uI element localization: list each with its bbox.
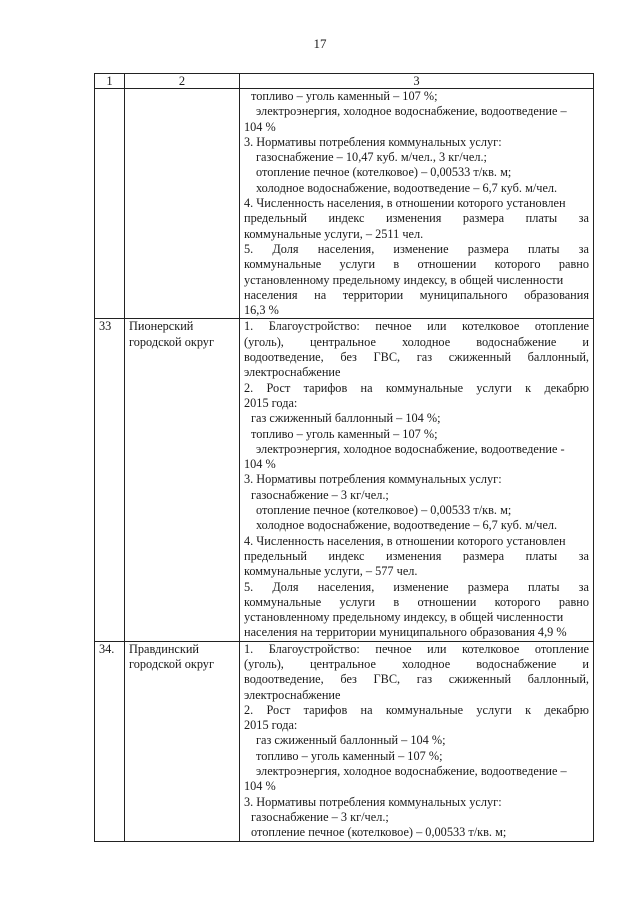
table-row-continuation xyxy=(95,89,594,319)
text-line: топливо – уголь каменный – 107 %; xyxy=(251,426,438,441)
text-line: электроэнергия, холодное водоснабжение, водоотведение – xyxy=(256,104,567,119)
text-line: 2015 года: xyxy=(244,718,298,733)
text-line: населения на территории муниципального образования xyxy=(244,287,589,302)
text-line: коммунальные услуги, – 577 чел. xyxy=(244,564,418,579)
row-number: 33 xyxy=(95,319,125,641)
text-line: 104 % xyxy=(244,457,276,472)
tariff-table xyxy=(94,73,594,842)
text-line: отопление печное (котелковое) – 0,00533 т/кв. м; xyxy=(256,503,512,518)
text-line: топливо – уголь каменный – 107 %; xyxy=(251,89,438,103)
row-description xyxy=(240,319,594,641)
text-line: (уголь), центральное холодное водоснабжение и xyxy=(244,334,589,349)
table-row xyxy=(95,641,594,841)
row-description xyxy=(240,641,594,841)
text-line: 3. Нормативы потребления коммунальных услуг: xyxy=(244,472,502,487)
text-line: 1. Благоустройство: печное или котелковое отопление xyxy=(244,319,589,334)
header-col-3: 3 xyxy=(240,74,594,89)
row-municipality xyxy=(125,89,240,319)
text-line: установленному предельному индексу, в общей численности xyxy=(244,272,564,287)
text-line: 2. Рост тарифов на коммунальные услуги к декабрю xyxy=(244,702,589,717)
text-line: газ сжиженный баллонный – 104 %; xyxy=(251,411,441,426)
text-line: холодное водоснабжение, водоотведение – 6,7 куб. м/чел. xyxy=(256,518,558,533)
text-line: предельный индекс изменения размера платы за xyxy=(244,548,589,563)
text-line: 4. Численность населения, в отношении которого установлен xyxy=(244,196,566,211)
row-municipality: Пионерский городской округ xyxy=(125,319,240,641)
text-line: отопление печное (котелковое) – 0,00533 т/кв. м; xyxy=(256,165,512,180)
row-number: 34. xyxy=(95,641,125,841)
text-line: водоотведение, без ГВС, газ сжиженный баллонный, xyxy=(244,350,589,365)
text-line: 2. Рост тарифов на коммунальные услуги к декабрю xyxy=(244,380,589,395)
text-line: 3. Нормативы потребления коммунальных услуг: xyxy=(244,134,502,149)
row-municipality: Правдинский городской округ xyxy=(125,641,240,841)
text-line: электроэнергия, холодное водоснабжение, водоотведение – xyxy=(256,764,567,779)
text-line: 16,3 % xyxy=(244,303,279,318)
text-line: водоотведение, без ГВС, газ сжиженный баллонный, xyxy=(244,672,589,687)
row-description xyxy=(240,89,594,319)
text-line: населения на территории муниципального образования 4,9 % xyxy=(244,625,567,640)
text-line: газ сжиженный баллонный – 104 %; xyxy=(256,733,446,748)
text-line: 3. Нормативы потребления коммунальных услуг: xyxy=(244,794,502,809)
text-line: газоснабжение – 10,47 куб. м/чел., 3 кг/чел.; xyxy=(256,150,487,165)
text-line: топливо – уголь каменный – 107 %; xyxy=(256,748,443,763)
text-line: газоснабжение – 3 кг/чел.; xyxy=(251,487,389,502)
text-line: газоснабжение – 3 кг/чел.; xyxy=(251,809,389,824)
text-line: предельный индекс изменения размера платы за xyxy=(244,211,589,226)
text-line: 2015 года: xyxy=(244,395,298,410)
text-line: 1. Благоустройство: печное или котелковое отопление xyxy=(244,641,589,656)
page-number: 17 xyxy=(313,36,327,51)
text-line: отопление печное (котелковое) – 0,00533 т/кв. м; xyxy=(251,825,507,840)
text-line: 104 % xyxy=(244,779,276,794)
text-line: электроснабжение xyxy=(244,365,341,380)
header-col-2: 2 xyxy=(125,74,240,89)
table-row xyxy=(95,319,594,641)
text-line: 5. Доля населения, изменение размера платы за xyxy=(244,241,589,256)
text-line: 104 % xyxy=(244,119,276,134)
text-line: электроэнергия, холодное водоснабжение, водоотведение - xyxy=(256,441,565,456)
text-line: 4. Численность населения, в отношении которого установлен xyxy=(244,533,566,548)
row-number xyxy=(95,89,125,319)
text-line: установленному предельному индексу, в общей численности xyxy=(244,610,564,625)
text-line: коммунальные услуги в отношении которого равно xyxy=(244,594,589,609)
text-line: электроснабжение xyxy=(244,687,341,702)
text-line: 5. Доля населения, изменение размера платы за xyxy=(244,579,589,594)
text-line: коммунальные услуги, – 2511 чел. xyxy=(244,226,424,241)
header-col-1: 1 xyxy=(95,74,125,89)
text-line: коммунальные услуги в отношении которого равно xyxy=(244,257,589,272)
text-line: (уголь), центральное холодное водоснабжение и xyxy=(244,656,589,671)
text-line: холодное водоснабжение, водоотведение – 6,7 куб. м/чел. xyxy=(256,180,558,195)
table-header-row xyxy=(95,74,594,89)
